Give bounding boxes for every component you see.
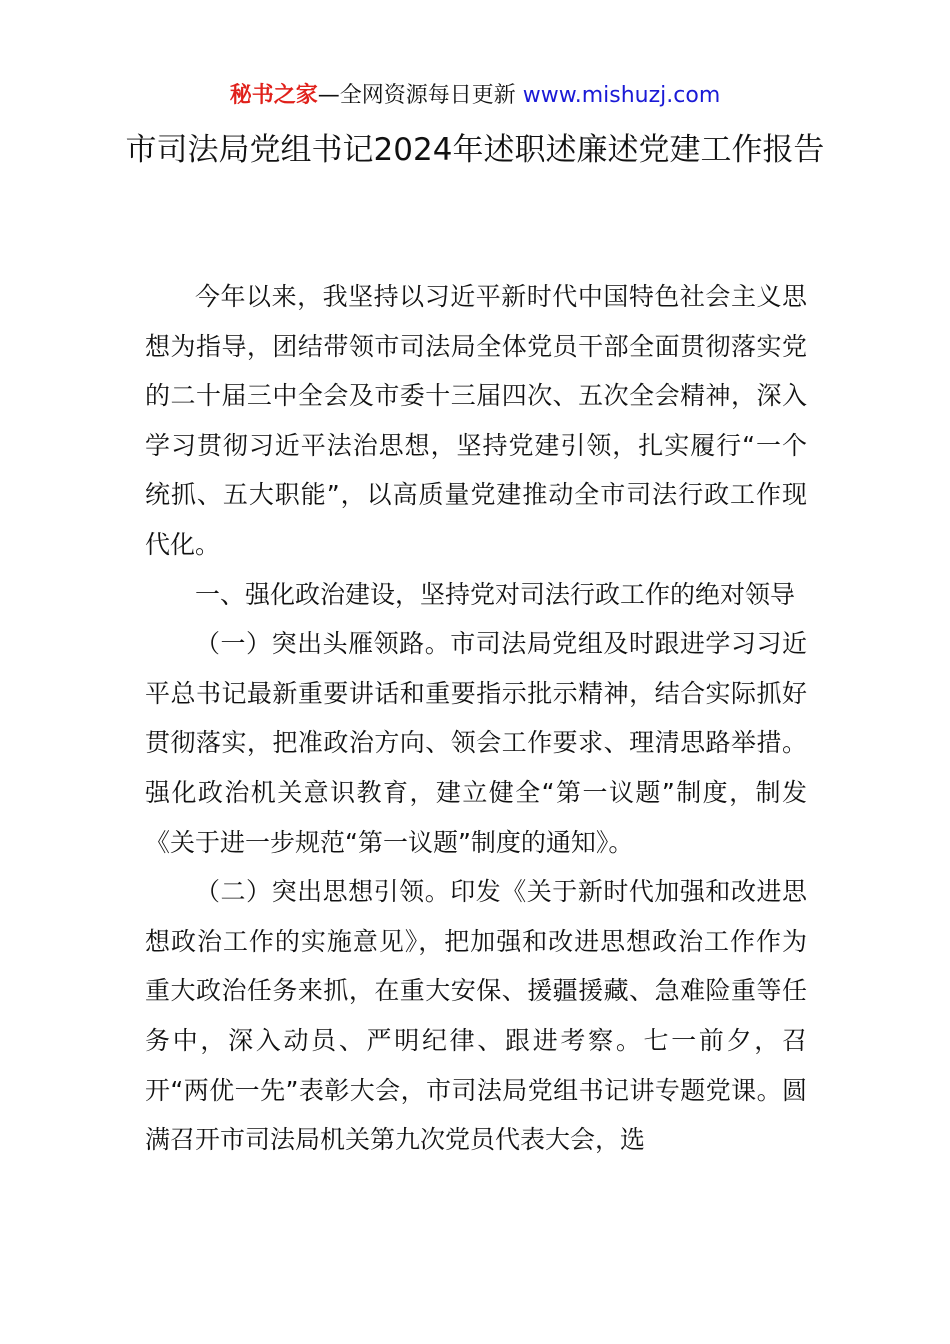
header-tagline: —全网资源每日更新 — [317, 83, 523, 108]
paragraph-intro: 今年以来，我坚持以习近平新时代中国特色社会主义思想为指导，团结带领市司法局全体党员干部全面贯彻落实党的二十届三中全会及市委十三届四次、五次全会精神，深入学习贯彻习近平法治思想，坚持党建引领，扎实履行“一个统抓、五大职能”，以高质量党建推动全市司法行政工作现代化。 — [145, 282, 807, 559]
document-body — [145, 272, 807, 1165]
site-url-link[interactable]: www.mishuzj.com — [522, 83, 721, 108]
site-header — [0, 80, 950, 112]
paragraph-subsection-2: （二）突出思想引领。印发《关于新时代加强和改进思想政治工作的实施意见》，把加强和改进思想政治工作作为重大政治任务来抓，在重大安保、援疆援藏、急难险重等任务中，深入动员、严明纪律、跟进考察。七一前夕，召开“两优一先”表彰大会，市司法局党组书记讲专题党课。圆满召开市司法局机关第九次党员代表大会，选 — [145, 877, 807, 1155]
document-title: 市司法局党组书记2024年述职述廉述党建工作报告 — [125, 132, 825, 168]
paragraph-subsection-1: （一）突出头雁领路。市司法局党组及时跟进学习习近平总书记最新重要讲话和重要指示批示精神，结合实际抓好贯彻落实，把准政治方向、领会工作要求、理清思路举措。强化政治机关意识教育，建立健全“第一议题”制度，制发《关于进一步规范“第一议题”制度的通知》。 — [145, 629, 807, 857]
brand-name: 秘书之家 — [229, 83, 318, 108]
section-heading-1: 一、强化政治建设，坚持党对司法行政工作的绝对领导 — [195, 579, 796, 609]
